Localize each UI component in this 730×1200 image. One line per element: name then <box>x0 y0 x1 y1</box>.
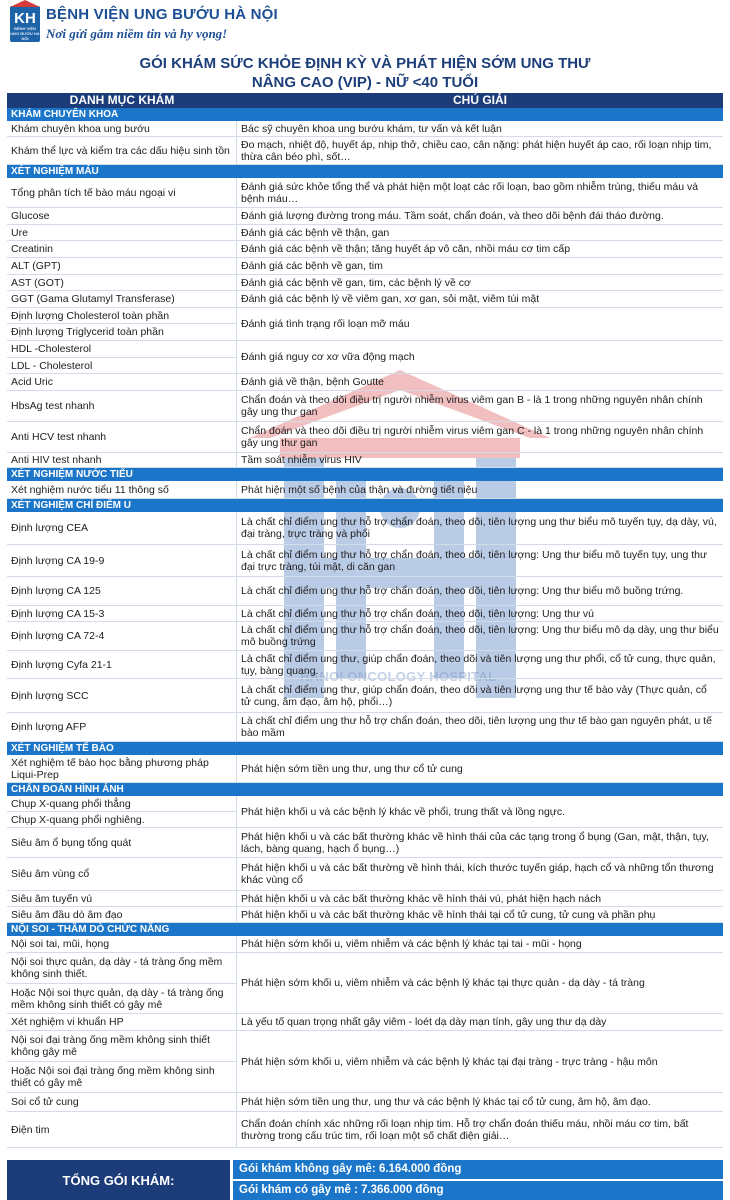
exam-item-name: Định lượng CA 72-4 <box>7 622 237 651</box>
exam-item-name: Chụp X-quang phổi thẳng <box>7 796 237 812</box>
exam-item-name: Hoặc Nội soi đại tràng ống mềm không sinh thiết có gây mê <box>7 1062 237 1093</box>
exam-item-name: Siêu âm đầu dò âm đạo <box>7 907 237 923</box>
exam-item-note: Phát hiện một số bệnh của thận và đường tiết niệu <box>237 481 723 499</box>
logo-roof-icon <box>10 0 40 7</box>
exam-item-name: Định lượng CEA <box>7 512 237 545</box>
exam-item-name: Nội soi thực quản, dạ dày - tá tràng ống mềm không sinh thiết. <box>7 953 237 984</box>
title-line-1: GÓI KHÁM SỨC KHỎE ĐỊNH KỲ VÀ PHÁT HIỆN SỚM UNG THƯ <box>139 55 591 72</box>
section-header: XÉT NGHIỆM CHỈ ĐIỂM U <box>7 499 723 512</box>
exam-item-note: Đánh giá tình trạng rối loạn mỡ máu <box>237 308 723 341</box>
section-header: XÉT NGHIỆM MÁU <box>7 165 723 178</box>
exam-item-note: Đánh giá các bệnh về thận; tăng huyết áp vô căn, nhồi máu cơ tim cấp <box>237 241 723 258</box>
exam-item-note: Phát hiện sớm tiền ung thư, ung thư cổ tử cung <box>237 755 723 783</box>
exam-item-name: Định lượng SCC <box>7 679 237 713</box>
exam-item-note: Là chất chỉ điểm ung thư, giúp chẩn đoán, theo dõi và tiên lượng ung thư tế bào vảy (Thực quản, cổ tử cung, âm đạo, âm hộ, phổi…) <box>237 679 723 713</box>
watermark-text: HANOI ONCOLOGY HOSPITAL <box>300 669 497 684</box>
exam-item-note: Đánh giá sức khỏe tổng thể và phát hiện một loạt các rối loạn, bao gồm nhiễm trùng, thiếu máu và bệnh máu… <box>237 178 723 208</box>
exam-item-note: Là chất chỉ điểm ung thư hỗ trợ chẩn đoán, theo dõi, tiên lượng ung thư biểu mô tuyến tụy, dạ dày, vú, đại tràng, trực tràng và phổi <box>237 512 723 545</box>
price-with-anesthesia: Gói khám có gây mê : 7.366.000 đồng <box>233 1181 723 1200</box>
section-header: NỘI SOI - THĂM DÒ CHỨC NĂNG <box>7 923 723 936</box>
exam-item-name: AST (GOT) <box>7 275 237 291</box>
exam-item-note: Đánh giá các bệnh về thận, gan <box>237 225 723 241</box>
section-header: XÉT NGHIỆM TẾ BÀO <box>7 742 723 755</box>
exam-item-name: Tổng phân tích tế bào máu ngoại vi <box>7 178 237 208</box>
exam-item-note: Đánh giá các bệnh lý về viêm gan, xơ gan, sỏi mật, viêm túi mật <box>237 291 723 308</box>
exam-item-name: Định lượng CA 125 <box>7 577 237 606</box>
exam-item-note: Phát hiện sớm khối u, viêm nhiễm và các bệnh lý khác tại đại tràng - trực tràng - hậu môn <box>237 1031 723 1093</box>
exam-item-name: Xét nghiệm nước tiểu 11 thông số <box>7 481 237 499</box>
exam-item-note: Là chất chỉ điểm ung thư hỗ trợ chẩn đoán, theo dõi, tiên lượng: Ung thư biểu mô dạ dày, ung thư biểu mô buồng trứng <box>237 622 723 651</box>
exam-item-name: Định lượng AFP <box>7 713 237 742</box>
page-title <box>0 54 730 92</box>
column-header-chu-giai: CHÚ GIẢI <box>237 93 723 108</box>
exam-item-name: Siêu âm tuyến vú <box>7 891 237 907</box>
exam-item-name: Xét nghiệm vi khuẩn HP <box>7 1014 237 1031</box>
exam-item-name: Khám chuyên khoa ung bướu <box>7 121 237 137</box>
exam-item-name: Acid Uric <box>7 374 237 391</box>
exam-item-note: Chẩn đoán chính xác những rối loạn nhịp tim. Hỗ trợ chẩn đoán thiếu máu, nhồi máu cơ tim, bất thường trong cấu trúc tim, rối loạn một số chất điện giải… <box>237 1112 723 1148</box>
exam-item-name: Chụp X-quang phổi nghiêng. <box>7 812 237 828</box>
exam-item-name: LDL - Cholesterol <box>7 358 237 374</box>
total-label: TỔNG GÓI KHÁM: <box>7 1160 230 1200</box>
exam-item-name: Siêu âm ổ bụng tổng quát <box>7 828 237 858</box>
section-header: KHÁM CHUYÊN KHOA <box>7 108 723 121</box>
exam-item-note: Đánh giá về thận, bệnh Goutte <box>237 374 723 391</box>
exam-item-name: Nội soi tai, mũi, họng <box>7 936 237 953</box>
exam-item-name: Khám thể lực và kiểm tra các dấu hiệu sinh tồn <box>7 137 237 165</box>
exam-item-note: Là chất chỉ điểm ung thư hỗ trợ chẩn đoán, theo dõi, tiên lượng: Ung thư vú <box>237 606 723 622</box>
exam-item-note: Là yếu tố quan trọng nhất gây viêm - loét dạ dày mạn tính, gây ung thư dạ dày <box>237 1014 723 1031</box>
exam-item-note: Phát hiện sớm khối u, viêm nhiễm và các bệnh lý khác tại thực quản - dạ dày - tá tràng <box>237 953 723 1014</box>
exam-item-note: Chẩn đoán và theo dõi điều trị người nhiễm virus viêm gan C - là 1 trong những nguyên nhân chính gây ung thư gan <box>237 422 723 453</box>
exam-item-name: Anti HCV test nhanh <box>7 422 237 453</box>
column-header-danh-muc: DANH MỤC KHÁM <box>7 93 237 108</box>
exam-item-note: Phát hiện khối u và các bất thường khác về hình thái vú, phát hiện hạch nách <box>237 891 723 907</box>
exam-item-name: ALT (GPT) <box>7 258 237 275</box>
exam-item-name: Siêu âm vùng cổ <box>7 858 237 891</box>
exam-item-name: Nội soi đại tràng ống mềm không sinh thiết không gây mê <box>7 1031 237 1062</box>
exam-item-name: Định lượng CA 19-9 <box>7 545 237 577</box>
exam-item-note: Là chất chỉ điểm ung thư, giúp chẩn đoán, theo dõi và tiên lượng ung thư phổi, cổ tử cung, thực quản, tụy, bàng quang. <box>237 651 723 679</box>
exam-item-note: Phát hiện khối u và các bất thường khác về hình thái của các tạng trong ổ bụng (Gan, mật, thận, tụy, lách, bàng quang, hạch ổ bụng…) <box>237 828 723 858</box>
exam-item-name: Định lượng Cyfa 21-1 <box>7 651 237 679</box>
exam-item-name: Glucose <box>7 208 237 225</box>
hospital-logo <box>10 6 40 42</box>
exam-item-note: Đánh giá các bệnh về gan, tim <box>237 258 723 275</box>
exam-item-note: Là chất chỉ điểm ung thư hỗ trợ chẩn đoán, theo dõi, tiên lượng: Ung thư biểu mô tuyến tụy, ung thư đại trực tràng, túi mật, di căn gan <box>237 545 723 577</box>
exam-item-name: Điện tim <box>7 1112 237 1148</box>
exam-item-note: Đánh giá các bệnh về gan, tim, các bệnh lý về cơ <box>237 275 723 291</box>
exam-item-note: Phát hiện khối u và các bất thường khác về hình thái tại cổ tử cung, tử cung và phần phụ <box>237 907 723 923</box>
exam-item-note: Đo mạch, nhiệt độ, huyết áp, nhịp thở, chiều cao, cân nặng: phát hiện huyết áp cao, rối loạn nhịp tim, thừa cân béo phì, sốt… <box>237 137 723 165</box>
price-no-anesthesia: Gói khám không gây mê: 6.164.000 đồng <box>233 1160 723 1179</box>
logo-subtext: BỆNH VIỆN UNG BƯỚU HÀ NỘI <box>10 26 40 41</box>
exam-item-name: HbsAg test nhanh <box>7 391 237 422</box>
exam-item-name: Định lượng Cholesterol toàn phần <box>7 308 237 324</box>
logo-text: KH <box>14 10 36 27</box>
exam-item-note: Đánh giá nguy cơ xơ vữa động mạch <box>237 341 723 374</box>
exam-item-note: Phát hiện khối u và các bất thường về hình thái, kích thước tuyến giáp, hạch cổ và những tổn thương khác vùng cổ <box>237 858 723 891</box>
exam-item-name: Creatinin <box>7 241 237 258</box>
exam-item-note: Tầm soát nhiễm virus HIV <box>237 453 723 468</box>
hospital-name: BỆNH VIỆN UNG BƯỚU HÀ NỘI <box>46 6 278 23</box>
exam-item-note: Phát hiện sớm tiền ung thư, ung thư và các bệnh lý khác tại cổ tử cung, âm hộ, âm đạo. <box>237 1093 723 1112</box>
exam-item-name: Anti HIV test nhanh <box>7 453 237 468</box>
exam-item-name: Xét nghiệm tế bào học bằng phương pháp Liqui-Prep <box>7 755 237 783</box>
section-header: XÉT NGHIỆM NƯỚC TIỂU <box>7 468 723 481</box>
exam-item-name: Hoặc Nội soi thực quản, dạ dày - tá tràng ống mềm không sinh thiết có gây mê <box>7 984 237 1014</box>
exam-item-name: GGT (Gama Glutamyl Transferase) <box>7 291 237 308</box>
exam-item-name: Ure <box>7 225 237 241</box>
exam-item-note: Là chất chỉ điểm ung thư hỗ trợ chẩn đoán, theo dõi, tiên lượng ung thư tế bào gan nguyên phát, u tế bào mầm <box>237 713 723 742</box>
exam-item-note: Đánh giá lượng đường trong máu. Tầm soát, chẩn đoán, và theo dõi bệnh đái tháo đường. <box>237 208 723 225</box>
exam-item-note: Chẩn đoán và theo dõi điều trị người nhiễm virus viêm gan B - là 1 trong những nguyên nhân chính gây ung thư gan <box>237 391 723 422</box>
exam-item-name: Soi cổ tử cung <box>7 1093 237 1112</box>
exam-item-note: Là chất chỉ điểm ung thư hỗ trợ chẩn đoán, theo dõi, tiên lượng: Ung thư biểu mô buồng trứng. <box>237 577 723 606</box>
exam-item-name: HDL -Cholesterol <box>7 341 237 358</box>
exam-item-note: Phát hiện khối u và các bệnh lý khác về phổi, trung thất và lồng ngực. <box>237 796 723 828</box>
exam-item-name: Định lượng Triglycerid toàn phần <box>7 324 237 341</box>
header <box>0 0 730 50</box>
exam-item-note: Phát hiện sớm khối u, viêm nhiễm và các bệnh lý khác tại tai - mũi - họng <box>237 936 723 953</box>
title-line-2: NÂNG CAO (VIP) - NỮ <40 TUỔI <box>251 74 479 91</box>
exam-item-note: Bác sỹ chuyên khoa ung bướu khám, tư vấn và kết luận <box>237 121 723 137</box>
slogan: Nơi gửi gắm niềm tin và hy vọng! <box>46 26 228 41</box>
exam-item-name: Định lượng CA 15-3 <box>7 606 237 622</box>
section-header: CHẨN ĐOÁN HÌNH ẢNH <box>7 783 723 796</box>
